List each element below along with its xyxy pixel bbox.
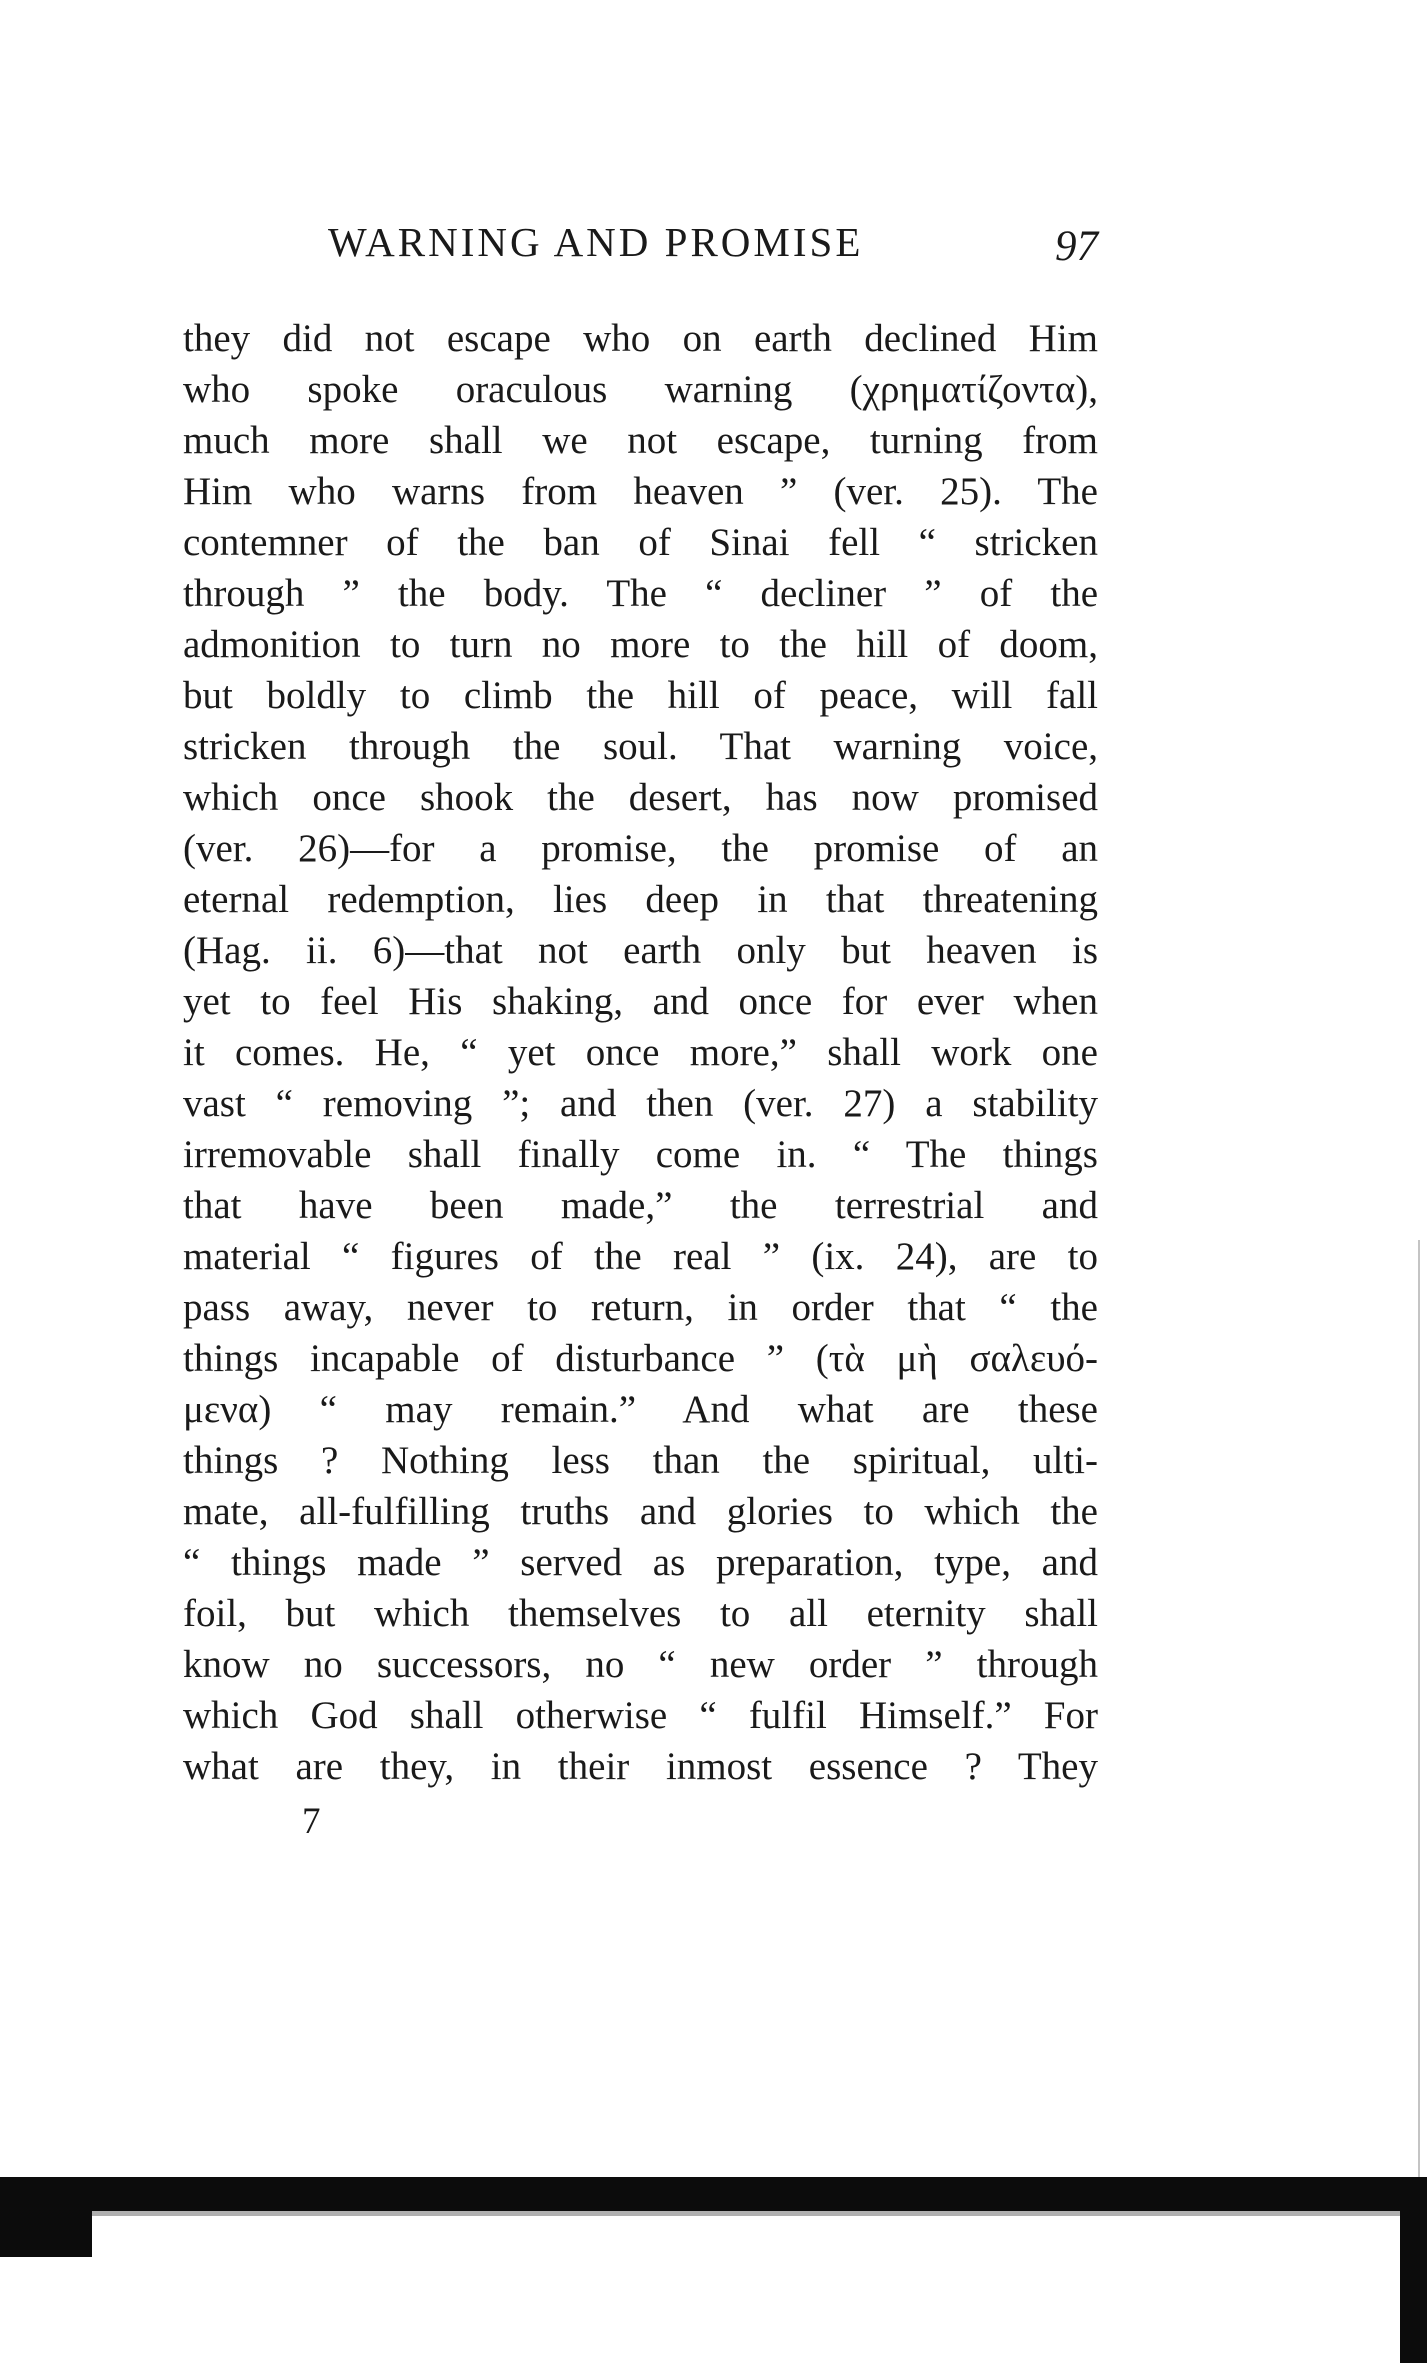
running-head	[328, 218, 1098, 278]
text-line: (ver. 26)—for a promise, the promise of an	[183, 827, 1098, 870]
text-line: who spoke oraculous warning (χρηματίζοντα),	[183, 368, 1098, 411]
text-line: admonition to turn no more to the hill of doom,	[183, 623, 1098, 666]
text-line: contemner of the ban of Sinai fell “ stricken	[183, 521, 1098, 564]
text-line: irremovable shall finally come in. “ The things	[183, 1133, 1098, 1176]
signature-mark: 7	[302, 1801, 321, 1842]
text-line: things ? Nothing less than the spiritual, ulti-	[183, 1439, 1098, 1482]
text-line: (Hag. ii. 6)—that not earth only but heaven is	[183, 929, 1098, 972]
text-line: yet to feel His shaking, and once for ever when	[183, 980, 1098, 1023]
text-line: eternal redemption, lies deep in that threatening	[183, 878, 1098, 921]
text-line: pass away, never to return, in order that “ the	[183, 1286, 1098, 1329]
text-line: μενα) “ may remain.” And what are these	[183, 1388, 1098, 1431]
text-line: know no successors, no “ new order ” through	[183, 1643, 1098, 1686]
text-line: what are they, in their inmost essence ? They	[183, 1745, 1098, 1788]
text-line: material “ figures of the real ” (ix. 24), are to	[183, 1235, 1098, 1278]
text-line: it comes. He, “ yet once more,” shall work one	[183, 1031, 1098, 1074]
scan-bottom-band	[0, 2177, 1427, 2211]
running-title: WARNING AND PROMISE	[328, 219, 864, 265]
page-number: 97	[1055, 223, 1098, 270]
body-text	[183, 313, 1098, 1792]
scan-shadow-line	[92, 2211, 1402, 2216]
scan-edge-artifact	[1418, 1240, 1420, 2180]
text-line: that have been made,” the terrestrial and	[183, 1184, 1098, 1227]
scan-right-edge	[1400, 2177, 1427, 2363]
text-line: mate, all-fulfilling truths and glories to which the	[183, 1490, 1098, 1533]
scan-corner-artifact	[0, 2205, 62, 2253]
text-line: Him who warns from heaven ” (ver. 25). The	[183, 470, 1098, 513]
text-line: through ” the body. The “ decliner ” of the	[183, 572, 1098, 615]
text-line: they did not escape who on earth declined Him	[183, 317, 1098, 360]
text-line: things incapable of disturbance ” (τὰ μὴ σαλευό-	[183, 1337, 1098, 1380]
text-line: vast “ removing ”; and then (ver. 27) a stability	[183, 1082, 1098, 1125]
text-line: but boldly to climb the hill of peace, will fall	[183, 674, 1098, 717]
text-line: “ things made ” served as preparation, type, and	[183, 1541, 1098, 1584]
text-line: foil, but which themselves to all eternity shall	[183, 1592, 1098, 1635]
text-line: which once shook the desert, has now promised	[183, 776, 1098, 819]
text-line: which God shall otherwise “ fulfil Himself.” For	[183, 1694, 1098, 1737]
text-line: stricken through the soul. That warning voice,	[183, 725, 1098, 768]
text-line: much more shall we not escape, turning from	[183, 419, 1098, 462]
